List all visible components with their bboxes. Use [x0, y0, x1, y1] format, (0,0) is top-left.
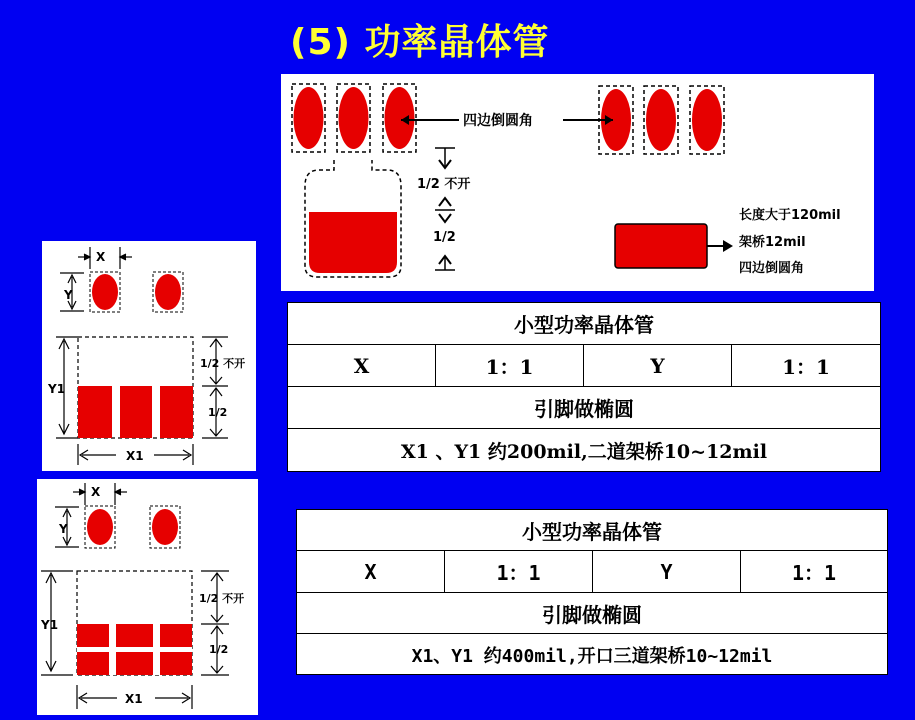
label-half-open: 1/2 不开	[417, 177, 471, 192]
table-header: 小型功率晶体管	[522, 519, 662, 544]
label-x: X	[96, 250, 106, 264]
label-y1: Y1	[41, 618, 59, 632]
oval-pad	[385, 87, 415, 149]
label-half: 1/2	[208, 406, 228, 419]
table-row	[288, 303, 880, 345]
top-diagram	[281, 74, 874, 291]
left-diagram-1	[42, 241, 256, 471]
left-diagram-2	[37, 479, 258, 715]
table-row	[288, 387, 880, 429]
table-row	[297, 551, 887, 593]
table-oval-note: 引脚做椭圆	[542, 602, 642, 627]
oval-pad	[294, 87, 324, 149]
page-title: (5) 功率晶体管	[290, 22, 550, 63]
cell-y: Y	[593, 551, 741, 592]
cell-x-ratio: 1：1	[445, 551, 593, 592]
table-row	[297, 510, 887, 551]
cell-y: Y	[584, 345, 732, 386]
cell-x-ratio: 1：1	[436, 345, 584, 386]
label-x1: X1	[125, 692, 143, 706]
table-row	[288, 429, 880, 471]
left-diagram-1-panel	[42, 241, 256, 471]
left-pads-group	[292, 84, 416, 152]
label-half: 1/2	[209, 643, 229, 656]
cell-x: X	[297, 551, 445, 592]
left-diagram-2-panel	[37, 479, 258, 715]
table-row	[288, 345, 880, 387]
label-x1: X1	[126, 449, 144, 463]
oval-pad	[646, 89, 676, 151]
oval-pad	[339, 87, 369, 149]
label-half: 1/2	[433, 230, 456, 245]
label-bridge: 架桥12mil	[739, 235, 806, 250]
tab-pad-fill	[309, 212, 397, 273]
cell-x: X	[288, 345, 436, 386]
label-y: Y	[59, 522, 68, 536]
cell-y-ratio: 1：1	[782, 355, 830, 379]
label-long: 长度大于120mil	[739, 208, 841, 223]
label-round-corners: 四边倒圆角	[463, 113, 533, 129]
label-half-open: 1/2 不开	[199, 592, 245, 605]
label-half-open: 1/2 不开	[200, 357, 246, 370]
label-y: Y	[64, 288, 73, 302]
long-pad	[615, 224, 707, 268]
spec-table-1	[287, 302, 881, 472]
top-diagram-panel	[281, 74, 874, 291]
table-header: 小型功率晶体管	[514, 313, 654, 337]
label-round-corners-2: 四边倒圆角	[739, 261, 805, 276]
spec-table-2	[296, 509, 888, 675]
label-y1: Y1	[48, 382, 66, 396]
table-dimension-note: X1 、Y1 约200mil,二道架桥10~12mil	[400, 440, 768, 463]
label-x: X	[91, 485, 101, 499]
table-row	[297, 593, 887, 634]
oval-pad	[692, 89, 722, 151]
half-dimension-markers	[435, 148, 455, 270]
table-row	[297, 634, 887, 675]
right-pads-group	[599, 86, 724, 154]
cell-y-ratio: 1：1	[791, 561, 837, 585]
table-oval-note: 引脚做椭圆	[534, 397, 634, 421]
table-dimension-note: X1、Y1 约400mil,开口三道架桥10~12mil	[411, 645, 773, 667]
